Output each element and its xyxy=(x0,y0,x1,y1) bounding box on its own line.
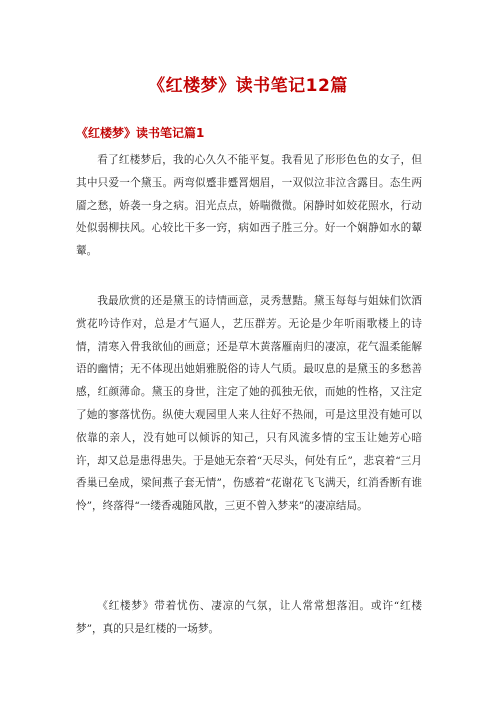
document-title: 《红楼梦》读书笔记12篇 xyxy=(148,76,348,96)
paragraph-1: 看了红楼梦后，我的心久久不能平复。我看见了形形色色的女子，但其中只爱一个黛玉。两弯似蹙非蹙罥烟眉，一双似泣非泣含露目。态生两靥之愁，娇袭一身之病。泪光点点，娇喘微微。闲静时如姣花照水，行动处似弱柳扶风。心较比干多一窍，病如西子胜三分。好一个娴静如水的颦颦。 xyxy=(76,154,422,258)
paragraph-2: 我最欣赏的还是黛玉的诗情画意，灵秀慧黠。黛玉每每与姐妹们饮酒赏花吟诗作对，总是才气逼人，艺压群芳。无论是少年听雨歌楼上的诗情，清寒入骨我欲仙的画意；还是草木黄落雁南归的凄凉，花气温柔能解语的幽情；无不体现出她娟雅脱俗的诗人气质。最叹息的是黛玉的多愁善感，红颜薄命。黛玉的身世，注定了她的孤独无依，而她的性格，又注定了她的寥落忧伤。纵使大观园里人来人往好不热闹，可是这里没有她可以依靠的亲人，没有她可以倾诉的知己，只有风流多情的宝玉让她芳心暗许，却又总是患得患失。于是她无奈着“天尽头，何处有丘”，悲哀着“三月香巢已垒成，梁间燕子套无情”，伤感着“花谢花飞飞满天，红消香断有谁怜”，终落得“一缕香魂随风散，三更不曾入梦来”的凄凉结局。 xyxy=(76,295,422,513)
paragraph-3: 《红楼梦》带着忧伤、凄凉的气氛，让人常常想落泪。或许“红楼梦”，真的只是红楼的一场梦。 xyxy=(76,600,422,635)
section-heading: 《红楼梦》读书笔记篇1 xyxy=(76,126,205,140)
